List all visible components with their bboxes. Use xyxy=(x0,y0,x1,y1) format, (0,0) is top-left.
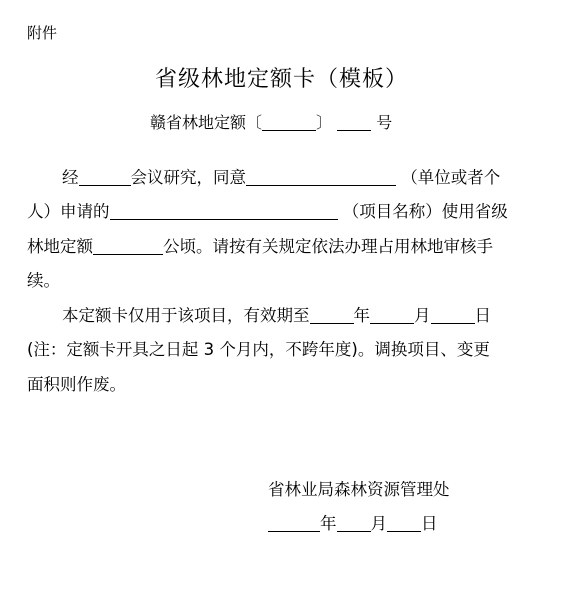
issue-year-blank xyxy=(268,515,320,533)
paragraph-text: 经 xyxy=(62,168,79,187)
paragraph-2-line-2: (注：定额卡开具之日起 3 个月内，不跨年度)。调换项目、变更 xyxy=(27,340,490,359)
document-number-year-blank xyxy=(262,114,316,131)
year-label: 年 xyxy=(353,306,370,325)
document-title: 省级林地定额卡（模板） xyxy=(154,67,408,92)
paragraph-1-line-2 xyxy=(27,198,508,222)
paragraph-text: （单位或者个 xyxy=(401,168,501,187)
validity-day-blank xyxy=(431,307,475,325)
month-label: 月 xyxy=(414,306,431,325)
paragraph-text: 会议研究，同意 xyxy=(130,168,246,187)
month-label: 月 xyxy=(370,514,387,533)
paragraph-2-line-1 xyxy=(62,302,491,326)
issue-date-line xyxy=(268,510,438,534)
validity-month-blank xyxy=(370,307,414,325)
document-number-blank xyxy=(337,114,371,131)
applicant-blank xyxy=(246,169,396,187)
paragraph-text: 林地定额 xyxy=(27,237,93,256)
attachment-label: 附件 xyxy=(27,24,58,42)
paragraph-text: （项目名称）使用省级 xyxy=(342,202,508,221)
paragraph-text: 人）申请的 xyxy=(27,202,110,221)
paragraph-text: 本定额卡仅用于该项目，有效期至 xyxy=(62,306,310,325)
issuer-name: 省林业局森林资源管理处 xyxy=(268,480,450,499)
day-label: 日 xyxy=(421,514,438,533)
year-label: 年 xyxy=(320,514,337,533)
issue-month-blank xyxy=(337,515,371,533)
paragraph-1-line-4: 续。 xyxy=(27,271,60,290)
paragraph-1-line-3 xyxy=(27,233,493,257)
document-number-suffix: 号 xyxy=(376,113,393,132)
paragraph-1-line-1 xyxy=(62,164,500,188)
document-number-prefix: 赣省林地定额〔 xyxy=(150,113,263,132)
document-number-close-bracket: 〕 xyxy=(316,113,333,132)
validity-year-blank xyxy=(310,307,354,325)
project-name-blank xyxy=(110,203,338,221)
hectare-blank xyxy=(93,238,163,256)
day-label: 日 xyxy=(474,306,491,325)
paragraph-2-line-3: 面积则作废。 xyxy=(27,375,126,394)
document-number-line xyxy=(150,110,392,133)
paragraph-text: 公顷。请按有关规定依法办理占用林地审核手 xyxy=(163,237,493,256)
issue-day-blank xyxy=(387,515,421,533)
meeting-blank xyxy=(79,169,131,187)
